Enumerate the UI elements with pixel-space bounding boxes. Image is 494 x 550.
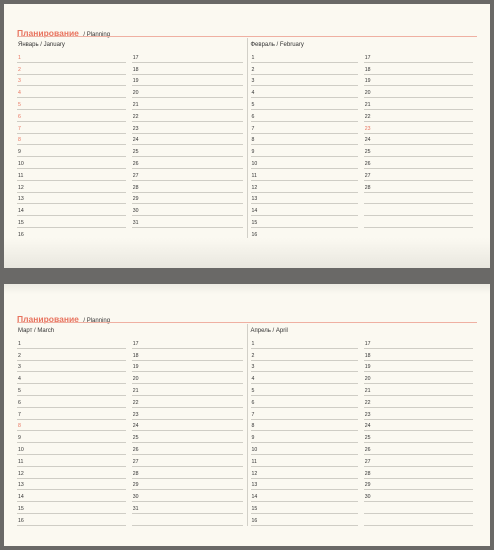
day-line: 12 — [17, 467, 126, 479]
page-title: Планирование — [17, 314, 79, 324]
day-line — [364, 204, 473, 216]
day-line: 17 — [132, 51, 243, 63]
day-line: 3 — [251, 361, 358, 373]
day-line: 30 — [132, 204, 243, 216]
day-line: 30 — [364, 490, 473, 502]
day-line: 15 — [17, 216, 126, 228]
day-line: 17 — [132, 337, 243, 349]
day-line: 31 — [132, 502, 243, 514]
day-line: 6 — [251, 396, 358, 408]
day-line: 29 — [132, 193, 243, 205]
day-line: 11 — [17, 169, 126, 181]
day-line: 18 — [132, 349, 243, 361]
day-line: 17 — [364, 337, 473, 349]
day-line: 2 — [17, 349, 126, 361]
day-line: 1 — [17, 51, 126, 63]
day-line: 24 — [364, 420, 473, 432]
day-column-right — [132, 51, 247, 240]
day-line — [132, 514, 243, 526]
day-line: 27 — [364, 455, 473, 467]
day-line: 7 — [17, 122, 126, 134]
day-line: 22 — [364, 396, 473, 408]
day-line: 20 — [364, 86, 473, 98]
day-line: 5 — [251, 384, 358, 396]
day-line: 29 — [364, 479, 473, 491]
month-name: Февраль / February — [250, 42, 304, 48]
day-line: 14 — [17, 204, 126, 216]
day-line: 4 — [251, 86, 358, 98]
day-line: 20 — [132, 86, 243, 98]
day-line: 11 — [251, 169, 358, 181]
day-line: 20 — [364, 372, 473, 384]
day-line: 12 — [251, 467, 358, 479]
day-line: 26 — [364, 157, 473, 169]
day-line: 16 — [251, 228, 358, 240]
day-line: 15 — [17, 502, 126, 514]
day-line: 3 — [17, 361, 126, 373]
day-line: 8 — [17, 420, 126, 432]
header-divider — [17, 36, 477, 37]
day-line: 18 — [132, 63, 243, 75]
month-block — [247, 324, 478, 526]
page-title: Планирование — [17, 28, 79, 38]
day-line: 22 — [132, 396, 243, 408]
day-column-right — [364, 337, 477, 526]
day-line: 23 — [364, 122, 473, 134]
day-line: 25 — [132, 431, 243, 443]
day-line: 22 — [364, 110, 473, 122]
day-line: 6 — [17, 396, 126, 408]
day-line: 23 — [132, 122, 243, 134]
day-line — [364, 216, 473, 228]
day-line: 25 — [364, 431, 473, 443]
day-line: 10 — [251, 443, 358, 455]
months-row — [17, 38, 477, 240]
day-line: 7 — [251, 122, 358, 134]
day-line: 2 — [251, 63, 358, 75]
month-name: Март / March — [18, 328, 55, 334]
day-line: 3 — [251, 75, 358, 87]
month-block — [247, 38, 478, 240]
planner-page-bottom — [4, 284, 490, 546]
day-line: 10 — [17, 443, 126, 455]
day-line: 1 — [251, 337, 358, 349]
day-line: 23 — [364, 408, 473, 420]
day-line: 12 — [17, 181, 126, 193]
day-line: 31 — [132, 216, 243, 228]
day-line: 27 — [132, 455, 243, 467]
day-line: 15 — [251, 216, 358, 228]
day-column-left — [248, 51, 364, 240]
day-line: 24 — [132, 420, 243, 432]
page-subtitle: / Planning — [83, 318, 111, 324]
day-line: 3 — [17, 75, 126, 87]
day-line: 9 — [17, 145, 126, 157]
day-line: 16 — [17, 514, 126, 526]
day-line: 28 — [132, 181, 243, 193]
day-line: 28 — [364, 181, 473, 193]
day-line: 10 — [251, 157, 358, 169]
day-line: 27 — [364, 169, 473, 181]
day-line: 21 — [132, 98, 243, 110]
day-column-left — [248, 337, 364, 526]
months-row — [17, 324, 477, 526]
day-line: 16 — [251, 514, 358, 526]
page-subtitle: / Planning — [83, 32, 111, 38]
day-line: 16 — [17, 228, 126, 240]
day-line: 11 — [17, 455, 126, 467]
day-line: 21 — [364, 384, 473, 396]
day-line: 2 — [251, 349, 358, 361]
day-line: 14 — [251, 204, 358, 216]
day-line: 8 — [251, 134, 358, 146]
day-line: 5 — [17, 384, 126, 396]
day-line: 22 — [132, 110, 243, 122]
day-line — [364, 193, 473, 205]
day-line: 21 — [132, 384, 243, 396]
day-line: 11 — [251, 455, 358, 467]
day-line: 24 — [132, 134, 243, 146]
day-line: 26 — [132, 443, 243, 455]
month-block — [17, 38, 247, 240]
day-line: 21 — [364, 98, 473, 110]
day-column-left — [17, 51, 132, 240]
day-line: 25 — [364, 145, 473, 157]
day-column-right — [364, 51, 477, 240]
day-line — [364, 502, 473, 514]
day-line: 20 — [132, 372, 243, 384]
day-line: 7 — [17, 408, 126, 420]
header-divider — [17, 322, 477, 323]
day-line: 13 — [251, 479, 358, 491]
day-line: 19 — [364, 75, 473, 87]
day-line: 6 — [251, 110, 358, 122]
day-line: 28 — [132, 467, 243, 479]
day-line: 28 — [364, 467, 473, 479]
day-line: 18 — [364, 63, 473, 75]
day-line: 19 — [364, 361, 473, 373]
day-line: 15 — [251, 502, 358, 514]
month-block — [17, 324, 247, 526]
day-line: 9 — [251, 145, 358, 157]
day-column-right — [132, 337, 247, 526]
day-line: 8 — [17, 134, 126, 146]
day-line: 5 — [251, 98, 358, 110]
day-column-left — [17, 337, 132, 526]
day-line: 13 — [17, 479, 126, 491]
day-line: 12 — [251, 181, 358, 193]
day-line: 23 — [132, 408, 243, 420]
day-line: 13 — [17, 193, 126, 205]
day-line: 10 — [17, 157, 126, 169]
day-line: 6 — [17, 110, 126, 122]
month-name: Январь / January — [18, 42, 65, 48]
day-line: 30 — [132, 490, 243, 502]
day-line: 26 — [364, 443, 473, 455]
day-line: 4 — [17, 86, 126, 98]
month-name: Апрель / April — [250, 328, 288, 334]
day-line: 2 — [17, 63, 126, 75]
day-line: 26 — [132, 157, 243, 169]
day-line: 14 — [251, 490, 358, 502]
day-line: 9 — [251, 431, 358, 443]
day-line: 4 — [17, 372, 126, 384]
day-line: 4 — [251, 372, 358, 384]
day-line: 1 — [251, 51, 358, 63]
day-line — [364, 514, 473, 526]
day-line: 19 — [132, 75, 243, 87]
day-line: 1 — [17, 337, 126, 349]
day-line: 17 — [364, 51, 473, 63]
day-line: 8 — [251, 420, 358, 432]
page-fold-shadow — [4, 238, 490, 268]
day-line: 5 — [17, 98, 126, 110]
day-line: 29 — [132, 479, 243, 491]
day-line: 27 — [132, 169, 243, 181]
day-line: 25 — [132, 145, 243, 157]
planner-page-top — [4, 4, 490, 268]
day-line: 19 — [132, 361, 243, 373]
day-line: 24 — [364, 134, 473, 146]
day-line: 13 — [251, 193, 358, 205]
day-line: 14 — [17, 490, 126, 502]
day-line: 7 — [251, 408, 358, 420]
day-line: 18 — [364, 349, 473, 361]
day-line: 9 — [17, 431, 126, 443]
page-fold-shadow — [4, 284, 490, 294]
